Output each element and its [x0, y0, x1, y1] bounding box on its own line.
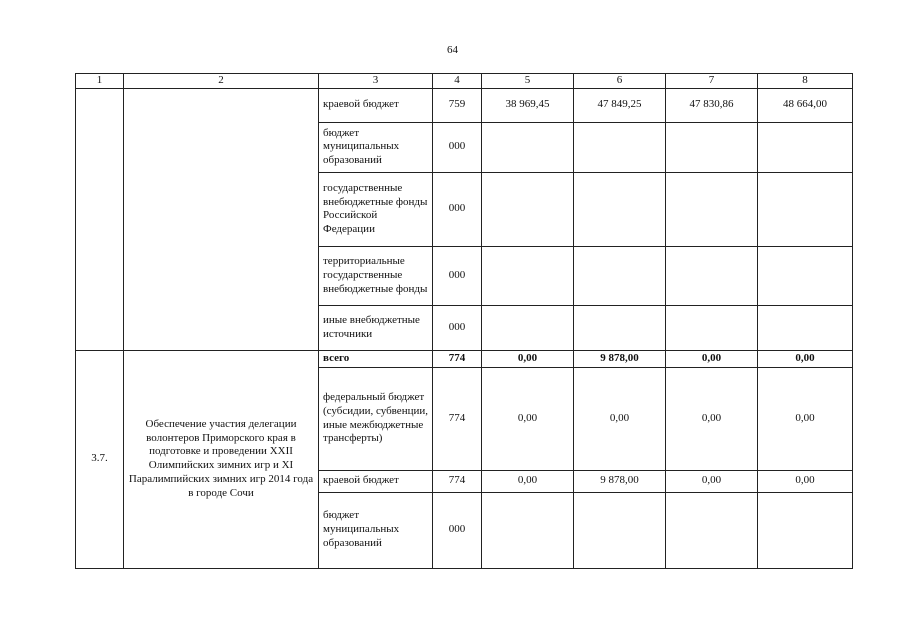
header-cell: 5: [482, 74, 574, 89]
code-cell: 000: [433, 172, 482, 246]
value-cell: [482, 492, 574, 568]
code-cell: 000: [433, 492, 482, 568]
funding-source-cell: иные внебюджетные источники: [319, 305, 433, 350]
column-number-header-row: [76, 74, 853, 89]
funding-source-cell: бюджет муниципальных образований: [319, 492, 433, 568]
table-row: [76, 88, 853, 122]
item-number-cell: [76, 88, 124, 350]
item-number-cell: 3.7.: [76, 350, 124, 568]
code-cell: 759: [433, 88, 482, 122]
funding-source-cell: бюджет муниципальных образований: [319, 122, 433, 172]
value-cell: [482, 305, 574, 350]
code-cell: 774: [433, 350, 482, 367]
value-cell: [482, 246, 574, 305]
header-cell: 6: [574, 74, 666, 89]
code-cell: 774: [433, 470, 482, 492]
value-cell: 0,00: [758, 367, 853, 470]
value-cell: [574, 305, 666, 350]
value-cell: [574, 172, 666, 246]
value-cell: [666, 305, 758, 350]
value-cell: 0,00: [666, 350, 758, 367]
code-cell: 000: [433, 122, 482, 172]
value-cell: [666, 172, 758, 246]
page-number: 64: [447, 44, 458, 56]
value-cell: 0,00: [758, 350, 853, 367]
value-cell: 9 878,00: [574, 470, 666, 492]
value-cell: 48 664,00: [758, 88, 853, 122]
funding-source-cell: краевой бюджет: [319, 470, 433, 492]
code-cell: 774: [433, 367, 482, 470]
code-cell: 000: [433, 246, 482, 305]
funding-source-cell: федеральный бюджет (субсидии, субвенции, иные межбюджетные трансферты): [319, 367, 433, 470]
table-row: [76, 350, 853, 367]
value-cell: 0,00: [574, 367, 666, 470]
value-cell: 0,00: [666, 367, 758, 470]
value-cell: 47 849,25: [574, 88, 666, 122]
funding-source-cell: государственные внебюджетные фонды Российской Федерации: [319, 172, 433, 246]
header-cell: 2: [124, 74, 319, 89]
value-cell: [758, 172, 853, 246]
value-cell: [758, 305, 853, 350]
header-cell: 3: [319, 74, 433, 89]
value-cell: [482, 122, 574, 172]
value-cell: 47 830,86: [666, 88, 758, 122]
value-cell: [666, 492, 758, 568]
item-description-cell: Обеспечение участия делегации волонтеров Приморского края в подготовке и проведении XXII Олимпийских зимних игр и XI Паралимпийских зимних игр 2014 года в городе Сочи: [124, 350, 319, 568]
value-cell: 0,00: [758, 470, 853, 492]
value-cell: 0,00: [482, 470, 574, 492]
code-cell: 000: [433, 305, 482, 350]
value-cell: 38 969,45: [482, 88, 574, 122]
value-cell: [758, 246, 853, 305]
value-cell: [666, 122, 758, 172]
value-cell: 9 878,00: [574, 350, 666, 367]
value-cell: [574, 492, 666, 568]
header-cell: 7: [666, 74, 758, 89]
funding-source-cell: всего: [319, 350, 433, 367]
value-cell: [574, 246, 666, 305]
item-description-cell: [124, 88, 319, 350]
header-cell: 8: [758, 74, 853, 89]
value-cell: [758, 492, 853, 568]
value-cell: [666, 246, 758, 305]
value-cell: [482, 172, 574, 246]
value-cell: 0,00: [666, 470, 758, 492]
header-cell: 1: [76, 74, 124, 89]
value-cell: [574, 122, 666, 172]
value-cell: 0,00: [482, 350, 574, 367]
funding-source-cell: краевой бюджет: [319, 88, 433, 122]
funding-source-cell: территориальные государственные внебюджетные фонды: [319, 246, 433, 305]
value-cell: [758, 122, 853, 172]
header-cell: 4: [433, 74, 482, 89]
budget-table: [75, 73, 853, 569]
value-cell: 0,00: [482, 367, 574, 470]
